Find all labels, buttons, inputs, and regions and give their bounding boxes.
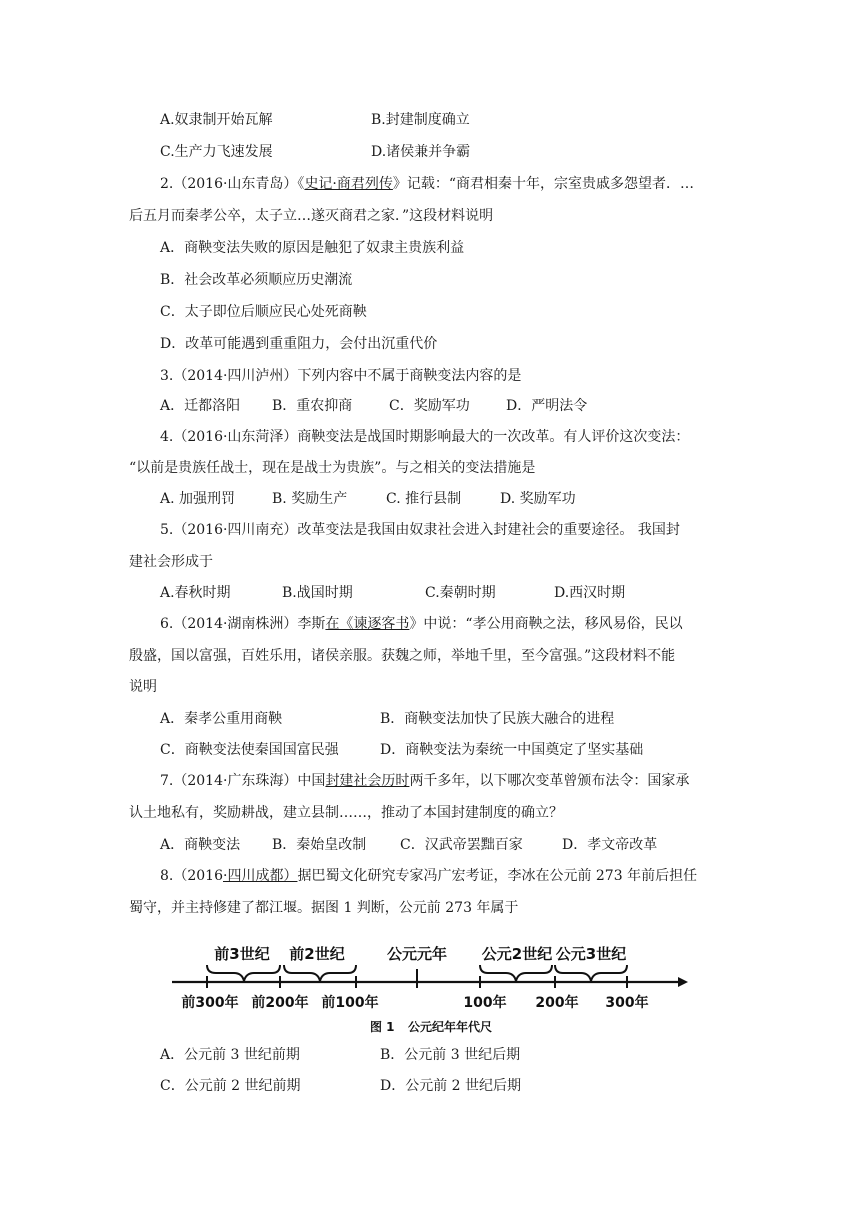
bracket-bce-2nd-century — [284, 965, 356, 981]
timeline-figure — [160, 935, 700, 1035]
figure-caption-number: 图 1 — [370, 1020, 395, 1034]
timeline-arrowhead — [678, 977, 688, 987]
q8-option-a: A．公元前 3 世纪前期 — [160, 1047, 300, 1063]
q4-option-c: C. 推行县制 — [386, 491, 462, 507]
bracket-label-ce-2nd-century: 公元2世纪 — [481, 945, 553, 963]
q2-stem-line1-pre: 2.（2016·山东青岛）《 — [160, 176, 305, 192]
q3-stem: 3.（2014·四川泸州）下列内容中不属于商鞅变法内容的是 — [160, 368, 522, 384]
q1-option-a: A.奴隶制开始瓦解 — [160, 112, 273, 128]
q7-stem-line2: 认土地私有，奖励耕战，建立县制……，推动了本国封建制度的确立？ — [129, 805, 563, 821]
q4-option-a: A. 加强刑罚 — [160, 491, 236, 507]
q2-option-b: B．社会改革必须顺应历史潮流 — [160, 272, 353, 288]
q7-option-c: C．汉武帝罢黜百家 — [400, 837, 523, 853]
q3-option-d: D．严明法令 — [506, 398, 588, 414]
q4-option-d: D. 奖励军功 — [500, 491, 576, 507]
q2-option-a: A．商鞅变法失败的原因是触犯了奴隶主贵族利益 — [160, 240, 465, 256]
q7-option-b: B．秦始皇改制 — [272, 837, 367, 853]
q6-option-c: C．商鞅变法使秦国国富民强 — [160, 742, 339, 758]
q6-stem-line1 — [160, 614, 683, 634]
q1-option-c: C.生产力飞速发展 — [160, 144, 273, 160]
timeline-ticks — [207, 969, 627, 988]
q5-option-d: D.西汉时期 — [554, 585, 626, 601]
bracket-label-bce-3rd-century: 前3世纪 — [214, 945, 270, 963]
q4-stem-line2: “以前是贵族任战士，现在是战士为贵族”。与之相关的变法措施是 — [129, 460, 536, 476]
q7-stem-line1-post: 两千多年，以下哪次变革曾颁布法令：国家承 — [409, 773, 690, 789]
q2-option-d: D．改革可能遇到重重阻力，会付出沉重代价 — [160, 336, 438, 352]
q3-option-a: A．迁都洛阳 — [160, 398, 241, 414]
q7-option-a: A．商鞅变法 — [160, 837, 241, 853]
q6-option-b: B．商鞅变法加快了民族大融合的进程 — [380, 711, 615, 727]
q6-option-a: A．秦孝公重用商鞅 — [160, 711, 283, 727]
q1-option-b: B.封建制度确立 — [371, 112, 470, 128]
q2-stem-line1 — [160, 174, 694, 194]
q2-source-title: 史记·商君列传 — [304, 176, 393, 192]
q2-stem-line2: 后五月而秦孝公卒，太子立…遂灭商君之家．”这段材料说明 — [129, 208, 494, 224]
q4-option-b: B. 奖励生产 — [272, 491, 348, 507]
q1-option-d: D.诸侯兼并争霸 — [371, 144, 471, 160]
q6-option-d: D．商鞅变法为秦统一中国奠定了坚实基础 — [380, 742, 644, 758]
tick-label-100-bce: 前100年 — [321, 995, 379, 1011]
tick-label-300-bce: 前300年 — [181, 995, 239, 1011]
tick-label-100-ce: 100年 — [463, 995, 507, 1011]
q8-option-d: D．公元前 2 世纪后期 — [380, 1078, 522, 1094]
q6-stem-line3: 说明 — [129, 679, 157, 695]
bracket-ce-3rd-century — [555, 965, 627, 981]
q6-source-title: 在《谏逐客书 — [325, 616, 410, 632]
q8-stem-line1-pre: 8.（2016 — [160, 868, 223, 884]
q5-option-b: B.战国时期 — [282, 585, 353, 601]
q5-option-a: A.春秋时期 — [160, 585, 231, 601]
q7-option-d: D．孝文帝改革 — [562, 837, 658, 853]
q2-option-c: C．太子即位后顺应民心处死商鞅 — [160, 304, 367, 320]
q5-option-c: C.秦朝时期 — [425, 585, 496, 601]
q7-underlined-phrase: 封建社会历时 — [325, 773, 410, 789]
tick-label-200-bce: 前200年 — [251, 995, 309, 1011]
tick-label-300-ce: 300年 — [605, 995, 649, 1011]
q6-stem-line1-pre: 6.（2014·湖南株洲）李斯 — [160, 616, 326, 632]
q3-option-c: C．奖励军功 — [389, 398, 470, 414]
q8-stem-line2: 蜀守，并主持修建了都江堰。据图 1 判断，公元前 273 年属于 — [129, 900, 519, 916]
q7-stem-line1-pre: 7.（2014·广东珠海）中国 — [160, 773, 326, 789]
q2-stem-line1-post: 》记载：“商君相秦十年，宗室贵戚多怨望者．… — [392, 176, 695, 192]
q5-stem-line1: 5.（2016·四川南充）改革变法是我国由奴隶社会进入封建社会的重要途径。 我国封 — [160, 522, 680, 538]
q8-stem-line1 — [160, 866, 697, 886]
q8-underlined-location: ·四川成都） — [223, 868, 298, 884]
q8-stem-line1-post: 据巴蜀文化研究专家冯广宏考证，李冰在公元前 273 年前后担任 — [297, 868, 698, 884]
q6-stem-line1-post: 》中说：“孝公用商鞅之法，移风易俗，民以 — [409, 616, 683, 632]
q7-stem-line1 — [160, 771, 689, 791]
bracket-ce-2nd-century — [480, 965, 552, 981]
bracket-bce-3rd-century — [207, 965, 280, 981]
tick-label-200-ce: 200年 — [535, 995, 579, 1011]
bracket-label-bce-2nd-century: 前2世纪 — [289, 945, 345, 963]
q5-stem-line2: 建社会形成于 — [129, 554, 213, 570]
q4-stem-line1: 4.（2016·山东菏泽）商鞅变法是战国时期影响最大的一次改革。有人评价这次变法： — [160, 429, 690, 445]
label-year-one-ce: 公元元年 — [386, 945, 448, 963]
q6-stem-line2: 殷盛，国以富强，百姓乐用，诸侯亲服。获魏之师，举地千里，至今富强。”这段材料不能 — [129, 648, 676, 664]
q8-option-b: B．公元前 3 世纪后期 — [380, 1047, 521, 1063]
q8-option-c: C．公元前 2 世纪前期 — [160, 1078, 301, 1094]
q3-option-b: B．重农抑商 — [272, 398, 353, 414]
figure-caption-title: 公元纪年年代尺 — [408, 1020, 493, 1034]
bracket-label-ce-3rd-century: 公元3世纪 — [555, 945, 627, 963]
